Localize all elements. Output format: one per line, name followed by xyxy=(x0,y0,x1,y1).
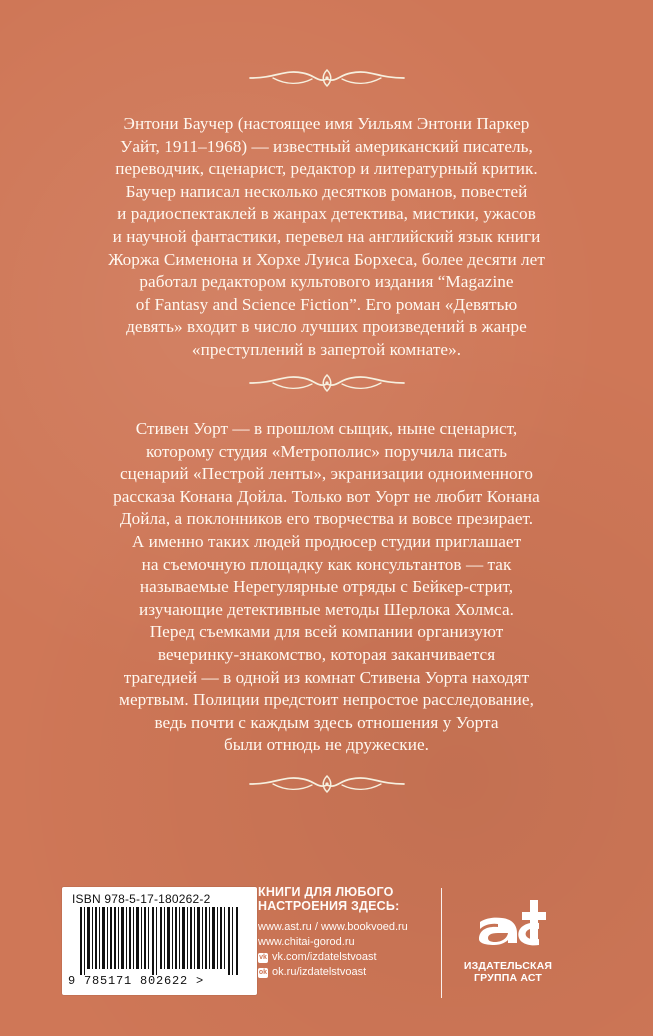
bottom-ornament xyxy=(242,771,412,797)
vk-link[interactable] xyxy=(258,950,436,965)
publisher-logo xyxy=(452,896,564,992)
publisher-caption: ИЗДАТЕЛЬСКАЯ ГРУППА АСТ xyxy=(463,960,553,984)
shop-title: КНИГИ ДЛЯ ЛЮБОГО НАСТРОЕНИЯ ЗДЕСЬ: xyxy=(258,885,400,913)
shop-link-1-label: www.ast.ru / www.bookvoed.ru xyxy=(258,921,408,933)
barcode xyxy=(76,907,244,975)
footer-divider xyxy=(441,888,442,998)
middle-ornament xyxy=(242,370,412,396)
top-ornament xyxy=(242,65,412,91)
shop-link-2-label: www.chitai-gorod.ru xyxy=(258,936,355,948)
isbn-label: ISBN 978-5-17-180262-2 xyxy=(72,892,211,906)
ok-link-label: ok.ru/izdatelstvoast xyxy=(272,966,367,978)
shop-link-2[interactable] xyxy=(258,935,436,950)
ok-link[interactable] xyxy=(258,965,436,980)
vk-link-label: vk.com/izdatelstvoast xyxy=(272,951,377,963)
isbn-box xyxy=(62,887,257,995)
shop-link-1[interactable] xyxy=(258,920,436,935)
ok-icon: ok xyxy=(258,968,268,976)
ast-logo xyxy=(469,896,547,954)
shop-links xyxy=(258,920,436,980)
author-bio: Энтони Баучер (настоящее имя Уильям Энтони Паркер Уайт, 1911–1968) — известный американский писатель, переводчик, сценарист, редактор и литературный критик. Баучер написал несколько десятков романов, повестей и радиоспектаклей в жанрах детектива, мистики, ужасов и научной фантастики, перевел на английский язык книги Жоржа Сименона и Хорхе Луиса Борхеса, более десяти лет работал редактором культового издания “Magazine of Fantasy and Science Fiction”. Его роман «Девятью девять» входит в число лучших произведений в жанре «преступлений в запертой комнате». xyxy=(108,114,545,359)
book-annotation: Стивен Уорт — в прошлом сыщик, ныне сценарист, которому студия «Метрополис» поручила писать сценарий «Пестрой ленты», экранизации одноименного рассказа Конана Дойла. Только вот Уорт не любит Конана Дойла, а поклонников его творчества и вовсе презирает. А именно таких людей продюсер студии приглашает на съемочную площадку как консультантов — так называемые Нерегулярные отряды с Бейкер-стрит, изучающие детективные методы Шерлока Холмса. Перед съемками для всей компании организуют вечеринку-знакомство, которая заканчивается трагедией — в одной из комнат Стивена Уорта находят мертвым. Полиции предстоит непростое расследование, ведь почти с каждым здесь отношения у Уорта были отнюдь не дружеские. xyxy=(113,419,540,755)
vk-icon: vk xyxy=(259,953,267,961)
barcode-digits: 9 785171 802622 > xyxy=(68,974,205,988)
shop-info xyxy=(258,885,436,980)
